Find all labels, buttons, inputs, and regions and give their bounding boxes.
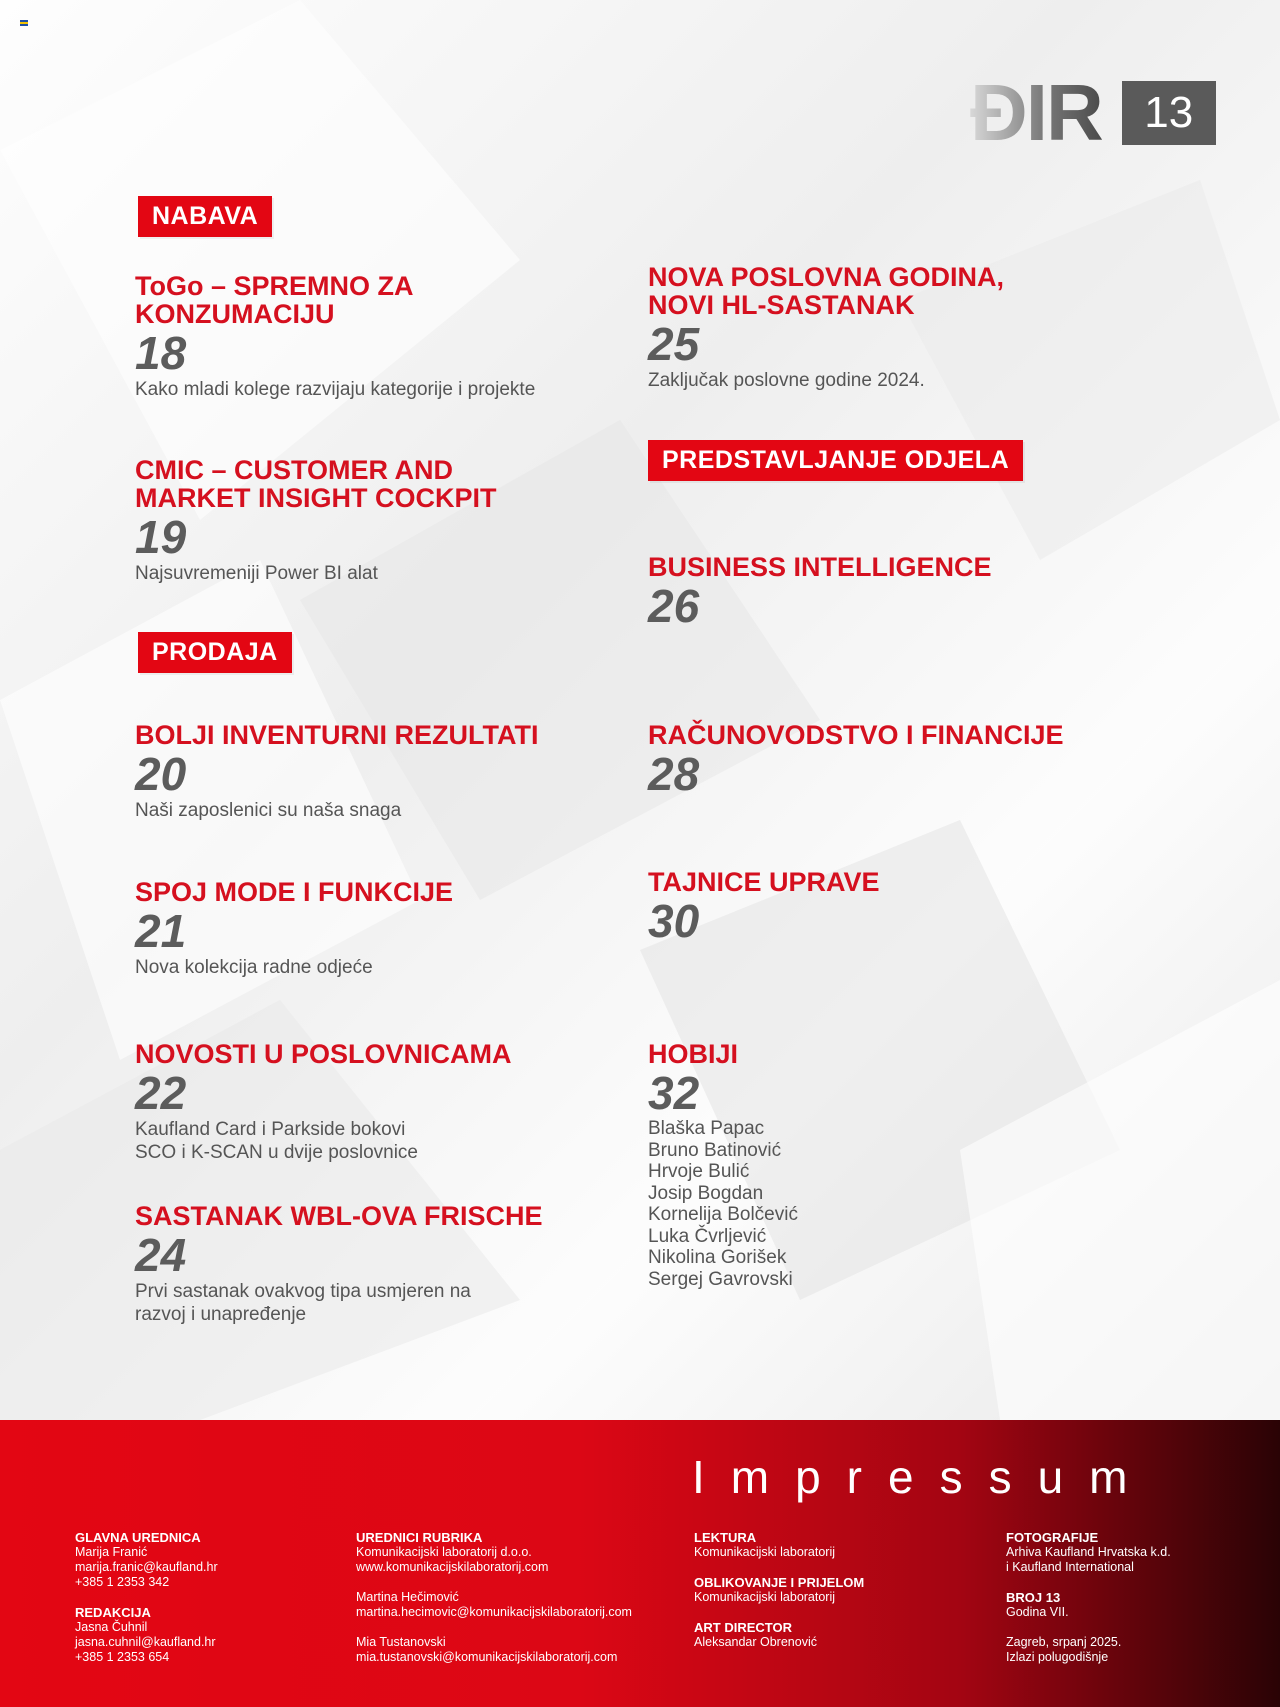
toc-item[interactable] — [135, 878, 595, 979]
issue-number-badge: 13 — [1122, 81, 1216, 145]
impressum-text: Mia Tustanovski — [356, 1635, 446, 1649]
impressum-heading: BROJ 13 — [1006, 1590, 1061, 1605]
toc-item[interactable] — [135, 1202, 595, 1326]
toc-item-title: BUSINESS INTELLIGENCE — [648, 552, 992, 582]
toc-item-title: RAČUNOVODSTVO I FINANCIJE — [648, 720, 1064, 750]
toc-item-desc: Kaufland Card i Parkside bokovi SCO i K-SCAN u dvije poslovnice — [135, 1119, 418, 1163]
toc-item-page: 22 — [135, 1067, 187, 1119]
toc-item-title: SASTANAK WBL-OVA FRISCHE — [135, 1201, 543, 1231]
impressum-heading: LEKTURA — [694, 1530, 757, 1545]
toc-item-page: 21 — [135, 905, 187, 957]
toc-item-page: 26 — [648, 580, 700, 632]
impressum-column-photos — [1006, 1530, 1171, 1665]
toc-item-title: NOVOSTI U POSLOVNICAMA — [135, 1039, 512, 1069]
toc-item-page: 24 — [135, 1229, 187, 1281]
toc-item[interactable] — [648, 552, 1108, 632]
impressum-email[interactable]: jasna.cuhnil@kaufland.hr — [75, 1635, 216, 1649]
impressum-text: Komunikacijski laboratorij — [694, 1590, 836, 1604]
impressum-text: Aleksandar Obrenović — [694, 1635, 817, 1649]
impressum-email[interactable]: martina.hecimovic@komunikacijskilaboratorij.com — [356, 1605, 632, 1619]
toc-item-title: TAJNICE UPRAVE — [648, 867, 880, 897]
impressum-email[interactable]: mia.tustanovski@komunikacijskilaboratorij.com — [356, 1650, 618, 1664]
impressum-text: Marija Franić — [75, 1545, 148, 1559]
toc-item-desc: Blaška Papac Bruno Batinović Hrvoje Bulić Josip Bogdan Kornelija Bolčević Luka Čvrljević Nikolina Gorišek Sergej Gavrovski — [648, 1118, 798, 1290]
magazine-logo — [970, 68, 1216, 157]
toc-item-desc: Kako mladi kolege razvijaju kategorije i projekte — [135, 379, 536, 400]
impressum-column-section-editors — [356, 1530, 632, 1665]
toc-item[interactable] — [135, 272, 595, 401]
toc-item[interactable] — [648, 1040, 1108, 1290]
impressum-heading: FOTOGRAFIJE — [1006, 1530, 1099, 1545]
impressum-link[interactable]: www.komunikacijskilaboratorij.com — [356, 1560, 549, 1574]
toc-item[interactable] — [648, 263, 1108, 392]
toc-item-desc: Najsuvremeniji Power BI alat — [135, 563, 378, 584]
toc-item-title: BOLJI INVENTURNI REZULTATI — [135, 720, 539, 750]
toc-item-desc: Naši zaposlenici su naša snaga — [135, 800, 402, 821]
impressum-text: Jasna Čuhnil — [75, 1620, 148, 1634]
toc-item-page: 18 — [135, 327, 187, 379]
toc-item-page: 19 — [135, 511, 187, 563]
impressum-text: Komunikacijski laboratorij — [694, 1545, 836, 1559]
impressum-text: Arhiva Kaufland Hrvatska k.d. — [1006, 1545, 1171, 1559]
language-flag-icon — [20, 20, 28, 26]
section-tag-nabava: NABAVA — [138, 196, 272, 237]
impressum-text: Komunikacijski laboratorij d.o.o. — [356, 1545, 532, 1559]
impressum-heading: ART DIRECTOR — [694, 1620, 792, 1635]
impressum-text: i Kaufland International — [1006, 1560, 1134, 1574]
toc-item-title: ToGo – SPREMNO ZA KONZUMACIJU — [135, 271, 413, 329]
impressum-column-production — [694, 1530, 864, 1650]
impressum-footer — [0, 1420, 1280, 1707]
impressum-phone: +385 1 2353 654 — [75, 1650, 170, 1664]
toc-item-page: 28 — [648, 748, 700, 800]
impressum-title: Impressum — [692, 1451, 1154, 1503]
impressum-text: Martina Hečimović — [356, 1590, 459, 1604]
section-tag-prodaja: PRODAJA — [138, 632, 292, 673]
toc-item-desc: Nova kolekcija radne odjeće — [135, 957, 373, 978]
toc-item-page: 20 — [135, 748, 187, 800]
impressum-text: Zagreb, srpanj 2025. — [1006, 1635, 1122, 1649]
toc-item[interactable] — [648, 867, 1108, 947]
impressum-phone: +385 1 2353 342 — [75, 1575, 170, 1589]
toc-item-page: 30 — [648, 895, 700, 947]
impressum-text: Izlazi polugodišnje — [1006, 1650, 1109, 1664]
toc-item-desc: Zaključak poslovne godine 2024. — [648, 370, 925, 391]
toc-item[interactable] — [135, 1040, 595, 1164]
toc-item-title: NOVA POSLOVNA GODINA, NOVI HL-SASTANAK — [648, 262, 1005, 320]
impressum-text: Godina VII. — [1006, 1605, 1069, 1619]
impressum-column-editor — [75, 1530, 218, 1665]
impressum-email[interactable]: marija.franic@kaufland.hr — [75, 1560, 218, 1574]
toc-item[interactable] — [135, 721, 595, 822]
impressum-heading: GLAVNA UREDNICA — [75, 1530, 201, 1545]
toc-item-title: HOBIJI — [648, 1039, 739, 1069]
impressum-heading: OBLIKOVANJE I PRIJELOM — [694, 1575, 865, 1590]
toc-item-title: SPOJ MODE I FUNKCIJE — [135, 877, 454, 907]
toc-item-title: CMIC – CUSTOMER AND MARKET INSIGHT COCKPIT — [135, 455, 497, 513]
toc-item-page: 32 — [648, 1067, 700, 1119]
toc-item-page: 25 — [648, 318, 700, 370]
impressum-heading: REDAKCIJA — [75, 1605, 151, 1620]
impressum-heading: UREDNICI RUBRIKA — [356, 1530, 483, 1545]
toc-item[interactable] — [135, 456, 595, 585]
logo-text: ĐIR — [970, 68, 1102, 157]
toc-item[interactable] — [648, 720, 1108, 800]
toc-item-desc: Prvi sastanak ovakvog tipa usmjeren na razvoj i unapređenje — [135, 1281, 471, 1325]
section-tag-predstavljanje: PREDSTAVLJANJE ODJELA — [648, 440, 1023, 481]
